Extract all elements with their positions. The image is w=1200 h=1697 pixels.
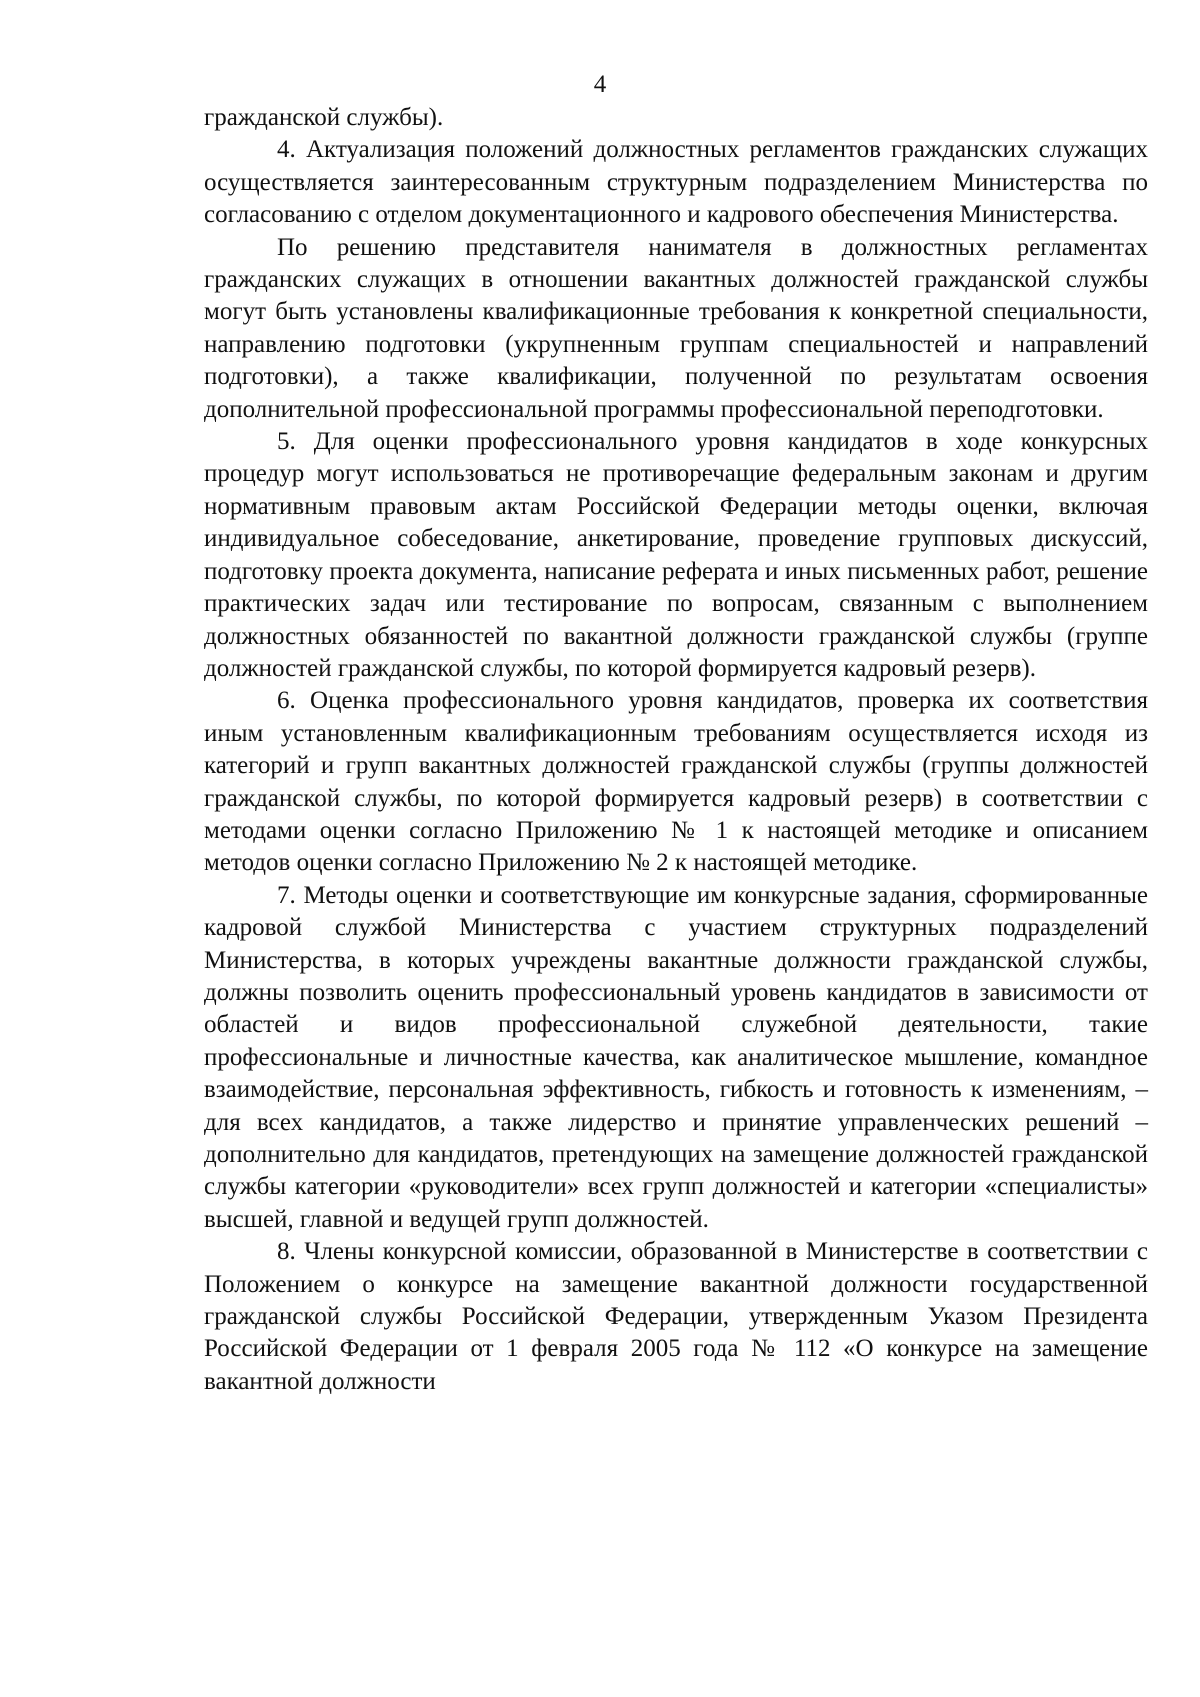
paragraph-7: 7. Методы оценки и соответствующие им конкурсные задания, сформированные кадровой службой Министерства с участием структурных подразделений Министерства, в которых учреждены вакантные должности гражданской службы, должны позволить оценить профессиональный уровень кандидатов в зависимости от областей и видов профессиональной служебной деятельности, такие профессиональные и личностные качества, как аналитическое мышление, командное взаимодействие, персональная эффективность, гибкость и готовность к изменениям, – для всех кандидатов, а также лидерство и принятие управленческих решений – дополнительно для кандидатов, претендующих на замещение должностей гражданской службы категории «руководители» всех групп должностей и категории «специалисты» высшей, главной и ведущей групп должностей. [204, 881, 1148, 1233]
paragraph-8: 8. Члены конкурсной комиссии, образованной в Министерстве в соответствии с Положением о конкурсе на замещение вакантной должности государственной гражданской службы Российской Федерации, утвержденным Указом Президента Российской Федерации от 1 февраля 2005 года № 112 «О конкурсе на замещение вакантной должности [204, 1238, 1148, 1395]
page-number: 4 [593, 71, 607, 98]
paragraph-4: 4. Актуализация положений должностных регламентов гражданских служащих осуществляется заинтересованным структурным подразделением Министерства по согласованию с отделом документационного и кадрового обеспечения Министерства. [204, 136, 1148, 229]
paragraph-6: 6. Оценка профессионального уровня кандидатов, проверка их соответствия иным установленным квалификационным требованиям осуществляется исходя из категорий и групп вакантных должностей гражданской службы (группы должностей гражданской службы, по которой формируется кадровый резерв) в соответствии с методами оценки согласно Приложению № 1 к настоящей методике и описанием методов оценки согласно Приложению № 2 к настоящей методике. [204, 687, 1148, 877]
paragraph-4-decision: По решению представителя нанимателя в должностных регламентах гражданских служащих в отношении вакантных должностей гражданской службы могут быть установлены квалификационные требования к конкретной специальности, направлению подготовки (укрупненным группам специальностей и направлений подготовки), а также квалификации, полученной по результатам освоения дополнительной профессиональной программы профессиональной переподготовки. [204, 233, 1148, 423]
paragraph-continuation: гражданской службы). [204, 104, 444, 131]
paragraph-5: 5. Для оценки профессионального уровня кандидатов в ходе конкурсных процедур могут использоваться не противоречащие федеральным законам и другим нормативным правовым актам Российской Федерации методы оценки, включая индивидуальное собеседование, анкетирование, проведение групповых дискуссий, подготовку проекта документа, написание реферата и иных письменных работ, решение практических задач или тестирование по вопросам, связанным с выполнением должностных обязанностей по вакантной должности гражданской службы (группе должностей гражданской службы, по которой формируется кадровый резерв). [204, 428, 1148, 682]
document-body [204, 102, 1148, 1398]
